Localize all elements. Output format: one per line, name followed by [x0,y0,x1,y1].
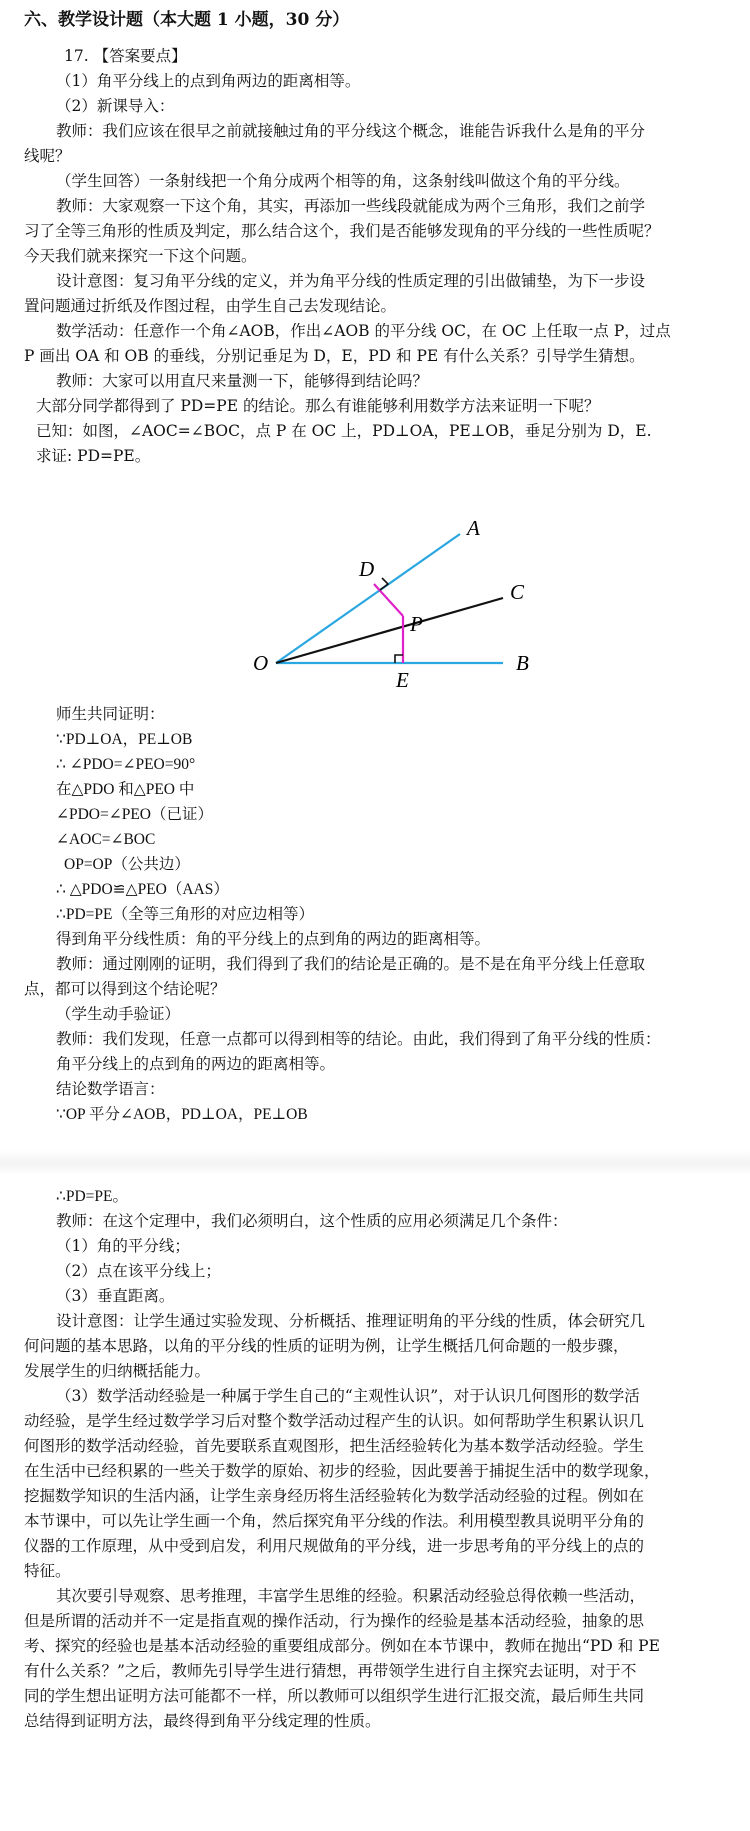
label-e: E [396,668,409,692]
paragraph-line: 何图形的数学活动经验，首先要联系直观图形，把生活经验转化为基本数学活动经验。学生 [24,1437,645,1455]
label-o: O [253,651,269,675]
paragraph-line: 同的学生想出证明方法可能都不一样，所以教师可以组织学生进行汇报交流，最后师生共同 [24,1687,645,1705]
paragraph-line: 本节课中，可以先让学生画一个角，然后探究角平分线的作法。利用模型教具说明平分角的 [24,1512,645,1530]
bisector-oc [276,598,503,663]
proof-line: ∴PD=PE（全等三角形的对应边相等） [56,906,315,923]
answer-part-1 [24,44,734,469]
label-a: A [467,516,480,540]
paragraph-line: 教师：通过刚刚的证明，我们得到了我们的结论是正确的。是不是在角平分线上任意取 [56,955,646,973]
condition-item: （3）垂直距离。 [56,1287,175,1305]
paragraph-line: 线呢？ [24,147,71,165]
proof-line: ∴ ∠PDO=∠PEO=90° [56,756,196,773]
question-number: 17. 【答案要点】 [64,47,187,65]
paragraph-line: 置问题通过折纸及作图过程，由学生自己去发现结论。 [24,297,397,315]
paragraph-line: 发展学生的归纳概括能力。 [24,1362,211,1380]
paragraph-line: 设计意图：让学生通过实验发现、分析概括、推理证明角的平分线的性质，体会研究几 [56,1312,646,1330]
point-1: （1）角平分线上的点到角两边的距离相等。 [56,72,361,90]
segment-pd [374,584,403,616]
paragraph-line: （3）数学活动经验是一种属于学生自己的“主观性认识”，对于认识几何图形的数学活 [56,1387,640,1405]
paragraph-line: 教师：我们应该在很早之前就接触过角的平分线这个概念，谁能告诉我什么是角的平分 [56,122,646,140]
label-d: D [359,557,375,581]
proof-line: OP=OP（公共边） [64,856,190,873]
conclusion-line: ∴PD=PE。 [56,1188,129,1205]
paragraph-line: P 画出 OA 和 OB 的垂线，分别记垂足为 D，E，PD 和 PE 有什么关系？引导学生猜想。 [24,347,645,365]
paragraph-line: 教师：大家观察一下这个角，其实，再添加一些线段就能成为两个三角形，我们之前学 [56,197,646,215]
paragraph-line: 今天我们就来探究一下这个问题。 [24,247,257,265]
paragraph-line: 考、探究的经验也是基本活动经验的重要组成部分。例如在本节课中，教师在抛出“PD 和 PE [24,1637,660,1655]
prove-statement: 求证: PD=PE。 [36,447,151,465]
paragraph-line: 点，都可以得到这个结论呢？ [24,980,226,998]
proof-line: 得到角平分线性质：角的平分线上的点到角的两边的距离相等。 [56,930,491,948]
paragraph-line: 动经验，是学生经过数学学习后对整个数学活动过程产生的认识。如何帮助学生积累认识几 [24,1412,645,1430]
paragraph-line: 教师：在这个定理中，我们必须明白，这个性质的应用必须满足几个条件： [56,1212,568,1230]
label-c: C [510,580,525,604]
paragraph-line: 有什么关系？”之后，教师先引导学生进行猜想，再带领学生进行自主探究去证明，对于不 [24,1662,637,1680]
condition-item: （1）角的平分线； [56,1237,190,1255]
proof-line: 在△PDO 和△PEO 中 [56,781,195,798]
paragraph-line: 结论数学语言： [56,1080,165,1098]
section-title: 六、教学设计题（本大题 1 小题，30 分） [24,10,350,30]
proof-line: ∠AOC=∠BOC [56,831,156,848]
proof-section [24,702,734,1127]
page-break [0,1150,750,1176]
paragraph-line: 大部分同学都得到了 PD=PE 的结论。那么有谁能够利用数学方法来证明一下呢？ [36,397,600,415]
paragraph-line: 总结得到证明方法，最终得到角平分线定理的性质。 [24,1712,381,1730]
ray-oa [276,534,460,663]
angle-bisector-figure [220,495,550,705]
paragraph-line: 何问题的基本思路，以角的平分线的性质的证明为例，让学生概括几何命题的一般步骤， [24,1337,629,1355]
paragraph-line: 教师：我们发现，任意一点都可以得到相等的结论。由此，我们得到了角平分线的性质： [56,1030,661,1048]
point-2: （2）新课导入： [56,97,175,115]
paragraph-line: 但是所谓的活动并不一定是指直观的操作活动，行为操作的经验是基本活动经验，抽象的思 [24,1612,645,1630]
proof-line: 师生共同证明： [56,705,165,723]
paragraph-line: 挖掘数学知识的生活内涵，让学生亲身经历将生活经验转化为数学活动经验的过程。例如在 [24,1487,645,1505]
paragraph-line: 其次要引导观察、思考推理，丰富学生思维的经验。积累活动经验总得依赖一些活动， [56,1587,646,1605]
proof-line: ∴ △PDO≌△PEO（AAS） [56,881,229,898]
label-p: P [410,612,423,636]
given-statement: 已知：如图，∠AOC=∠BOC，点 P 在 OC 上，PD⊥OA，PE⊥OB，垂足分别为 D，E. [36,422,652,440]
paragraph-line: 特征。 [24,1562,71,1580]
label-b: B [516,651,529,675]
paragraph-line: 在生活中已经积累的一些关于数学的原始、初步的经验，因此要善于捕捉生活中的数学现象， [24,1462,660,1480]
paragraph-line: 教师：大家可以用直尺来量测一下，能够得到结论吗？ [56,372,429,390]
proof-line: ∠PDO=∠PEO（已证） [56,806,214,823]
paragraph-line: 设计意图：复习角平分线的定义，并为角平分线的性质定理的引出做铺垫，为下一步设 [56,272,646,290]
paragraph-line: 习了全等三角形的性质及判定，那么结合这个，我们是否能够发现角的平分线的一些性质呢？ [24,222,660,240]
proof-line: ∵PD⊥OA，PE⊥OB [56,731,193,748]
paragraph-line: （学生回答）一条射线把一个角分成两个相等的角，这条射线叫做这个角的平分线。 [56,172,630,190]
paragraph-line: 仪器的工作原理，从中受到启发，利用尺规做角的平分线，进一步思考角的平分线上的点的 [24,1537,645,1555]
answer-part-2 [24,1184,734,1734]
right-angle-mark-e [395,655,403,663]
paragraph-line: ∵OP 平分∠AOB，PD⊥OA，PE⊥OB [56,1106,308,1123]
condition-item: （2）点在该平分线上； [56,1262,221,1280]
paragraph-line: 角平分线上的点到角的两边的距离相等。 [56,1055,336,1073]
paragraph-line: 数学活动：任意作一个角∠AOB，作出∠AOB 的平分线 OC，在 OC 上任取一点 P，过点 [56,322,671,340]
paragraph-line: （学生动手验证） [56,1005,181,1023]
